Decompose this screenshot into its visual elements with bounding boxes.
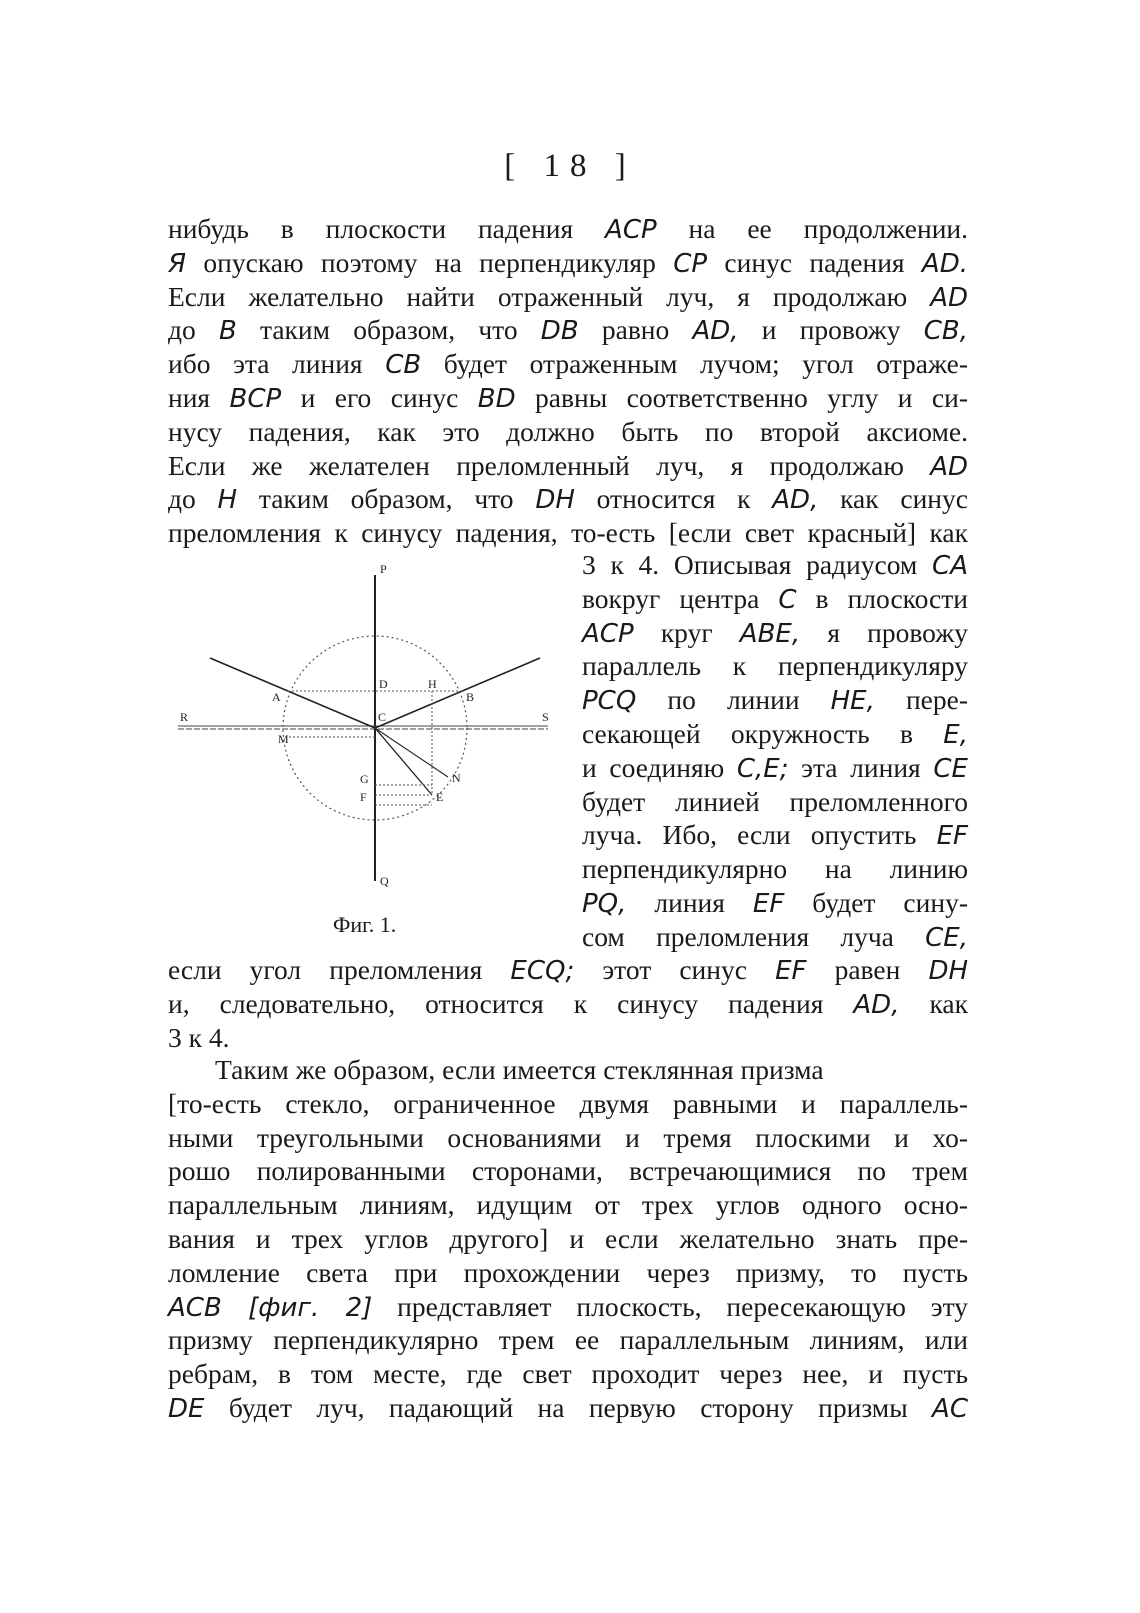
text-run: нибудь в плоскости падения — [168, 213, 606, 244]
italic-symbol: PCQ — [582, 686, 637, 717]
label-b: B — [466, 690, 475, 704]
label-n: N — [452, 771, 461, 785]
text-line — [168, 381, 968, 415]
text-run: будет отраженным лучом; угол отраже- — [421, 348, 969, 380]
text-run: [то-есть стекло, ограниченное двумя равными и параллель- — [168, 1087, 968, 1119]
figure-1-diagram — [170, 555, 560, 900]
italic-symbol: B — [218, 316, 237, 347]
text-line — [168, 953, 968, 987]
italic-symbol: ECQ; — [510, 956, 575, 986]
italic-symbol: AD — [930, 282, 968, 313]
italic-symbol: DH — [535, 485, 575, 516]
italic-symbol: EF — [775, 956, 807, 986]
text-line — [582, 886, 968, 920]
text-line — [582, 649, 968, 683]
text-run: как — [899, 987, 968, 1019]
figure-caption: Фиг. 1. — [333, 912, 397, 937]
text-run: я провожу — [800, 616, 968, 648]
label-a: A — [272, 690, 281, 704]
text-run: вания и трех углов другого] и если желательно знать пре- — [168, 1223, 968, 1254]
text-run: таким образом, что — [236, 314, 541, 346]
text-run: ния — [168, 382, 230, 413]
text-line — [168, 987, 968, 1021]
text-line — [168, 212, 968, 246]
text-line — [168, 1290, 968, 1324]
text-run: луча. Ибо, если опустить — [582, 819, 937, 851]
text-line — [168, 1087, 968, 1121]
refracted-ray-cn — [375, 728, 448, 777]
italic-symbol: ABE, — [739, 618, 801, 649]
text-run: сом преломления луча — [582, 920, 926, 952]
text-line — [168, 1391, 968, 1425]
text-run: круг — [633, 616, 740, 648]
italic-symbol: AD, — [692, 316, 739, 347]
text-line — [582, 785, 968, 819]
text-run: и соединяю — [582, 751, 737, 783]
text-line — [168, 1222, 968, 1256]
label-m: M — [278, 732, 289, 746]
text-run: и, следовательно, относится к синусу падения — [168, 987, 854, 1019]
text-line — [582, 616, 968, 650]
text-run: на ее продолжении. — [656, 213, 968, 244]
text-line — [582, 852, 968, 886]
text-run: по линии — [636, 684, 831, 716]
label-h: H — [428, 677, 437, 691]
text-line — [168, 1121, 968, 1155]
text-line — [168, 516, 968, 550]
text-run: Если желательно найти отраженный луч, я продолжаю — [168, 280, 931, 312]
text-run: линия — [626, 887, 753, 918]
label-d: D — [379, 677, 388, 691]
text-line — [582, 920, 968, 954]
italic-symbol: CA — [932, 551, 968, 581]
label-g: G — [360, 772, 369, 786]
text-line — [168, 415, 968, 449]
text-line — [582, 717, 968, 751]
italic-symbol: CB, — [923, 316, 968, 347]
text-run: эта линия — [788, 751, 934, 783]
text-run: будет сину- — [784, 887, 968, 918]
text-run: представляет плоскость, пересекающую эту — [372, 1290, 968, 1322]
text-line — [168, 313, 968, 347]
text-run: рошо полированными сторонами, встречающимися по трем — [168, 1155, 968, 1187]
text-run: ребрам, в том месте, где свет проходит через нее, и пусть — [168, 1358, 968, 1390]
text-run: этот синус — [574, 954, 776, 985]
italic-symbol: H — [217, 485, 238, 516]
italic-symbol: CE — [933, 753, 968, 784]
label-e: E — [436, 790, 444, 804]
text-line — [582, 548, 968, 582]
italic-symbol: E, — [943, 720, 968, 750]
text-run: вокруг центра — [582, 582, 779, 614]
text-run: будет луч, падающий на первую сторону призмы — [204, 1392, 933, 1423]
italic-symbol: PQ, — [582, 889, 627, 919]
text-run: до — [168, 483, 218, 515]
text-run: будет линией преломленного — [582, 785, 968, 817]
text-run: Если же желателен преломленный луч, я продолжаю — [168, 449, 931, 481]
text-run: перпендикулярно на линию — [582, 853, 968, 885]
text-line — [215, 1053, 968, 1087]
page-number: [ 18 ] — [504, 148, 636, 184]
text-run: в плоскости — [796, 582, 968, 614]
italic-symbol: AD. — [921, 248, 968, 279]
label-p: P — [380, 562, 387, 576]
text-line — [168, 482, 968, 516]
text-run: преломления к синусу падения, то-есть [если свет красный] как — [168, 517, 968, 549]
text-run: равно — [578, 314, 693, 346]
reflected-ray — [375, 658, 540, 728]
text-line — [168, 280, 968, 314]
text-run: как синус — [818, 483, 968, 515]
text-line — [168, 449, 968, 483]
text-line — [168, 1256, 968, 1290]
italic-symbol: ACP — [605, 215, 657, 245]
text-run: ными треугольными основаниями и тремя плоскими и хо- — [168, 1121, 968, 1153]
italic-symbol: CE, — [925, 922, 968, 953]
label-s: S — [542, 710, 549, 724]
italic-symbol: AD — [930, 451, 968, 482]
label-c: C — [378, 710, 387, 724]
text-run: 3 к 4. Описывая радиусом — [582, 549, 933, 580]
text-run: Таким же образом, если имеется стеклянная призма — [215, 1054, 824, 1085]
text-run: и его синус — [281, 382, 478, 413]
text-run: относится к — [574, 483, 773, 515]
text-run: до — [168, 314, 219, 346]
text-line — [582, 818, 968, 852]
italic-symbol: DE — [168, 1394, 205, 1424]
label-f: F — [360, 790, 367, 804]
text-line — [168, 1021, 968, 1055]
label-r: R — [180, 710, 189, 724]
text-line — [168, 1154, 968, 1188]
text-run: если угол преломления — [168, 954, 511, 985]
text-run: пере- — [874, 684, 968, 716]
text-line — [582, 683, 968, 717]
italic-symbol: AD, — [772, 485, 819, 516]
text-run: равен — [806, 954, 929, 985]
italic-symbol: DB — [540, 316, 579, 347]
text-run: ломление света при прохождении через призму, то пусть — [168, 1256, 968, 1288]
text-run: секающей окружность в — [582, 718, 944, 749]
italic-symbol: BCP — [229, 384, 282, 414]
text-line — [168, 1188, 968, 1222]
italic-symbol: HE, — [830, 686, 875, 717]
text-line — [168, 347, 968, 381]
italic-symbol: AC — [932, 1394, 968, 1424]
text-run: и провожу — [738, 314, 924, 346]
incident-ray — [210, 658, 375, 728]
text-line — [582, 751, 968, 785]
italic-symbol: CB — [385, 350, 422, 381]
italic-symbol: EF — [936, 821, 968, 852]
italic-symbol: AD, — [853, 989, 900, 1020]
text-line — [168, 1323, 968, 1357]
text-run: 3 к 4. — [168, 1021, 230, 1053]
italic-symbol: ACP — [582, 618, 634, 649]
italic-symbol: EF — [752, 889, 785, 919]
text-run: таким образом, что — [237, 483, 536, 515]
text-run: равны соответственно углу и си- — [515, 382, 968, 413]
italic-symbol: C — [778, 584, 797, 615]
label-q: Q — [380, 874, 389, 888]
text-run: ибо эта линия — [168, 348, 386, 380]
text-line — [168, 246, 968, 280]
italic-symbol: ACB [фиг. 2] — [168, 1292, 373, 1323]
text-line — [168, 1357, 968, 1391]
text-run: синус падения — [707, 246, 922, 278]
text-run: призму перпендикулярно трем ее параллельным линиям, или — [168, 1324, 968, 1356]
italic-symbol: BD — [477, 384, 516, 414]
italic-symbol: CP — [673, 248, 708, 279]
italic-symbol: C,E; — [736, 753, 789, 784]
text-line — [582, 582, 968, 616]
italic-symbol: Я — [168, 248, 187, 279]
text-run: параллель к перпендикуляру — [582, 650, 968, 682]
italic-symbol: DH — [928, 956, 969, 986]
text-run: нусу падения, как это должно быть по второй аксиоме. — [168, 415, 968, 447]
text-run: опускаю поэтому на перпендикуляр — [186, 246, 674, 278]
text-run: параллельным линиям, идущим от трех углов одного осно- — [168, 1189, 968, 1221]
